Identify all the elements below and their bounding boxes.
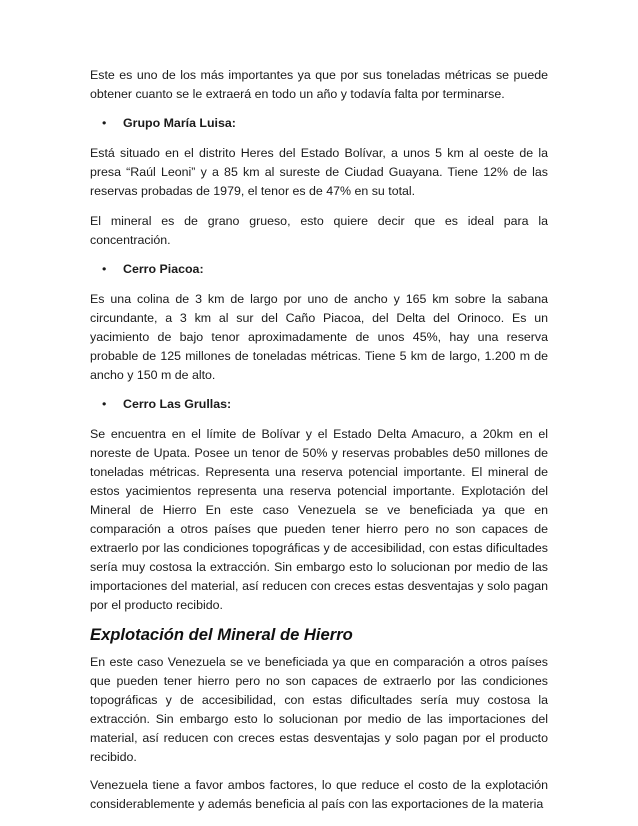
section-heading: Explotación del Mineral de Hierro: [90, 625, 353, 644]
bullet-grupo-maria-luisa: [90, 113, 548, 133]
paragraph-maria-luisa: Está situado en el distrito Heres del Estado Bolívar, a unos 5 km al oeste de la presa “Raúl Leoni” y a 85 km al sureste de Ciudad Guayana. Tiene 12% de las reservas probadas de 1979, el tenor es de 47% en su total.: [90, 146, 548, 198]
paragraph-las-grullas: Se encuentra en el límite de Bolívar y el Estado Delta Amacuro, a 20km en el noreste de Upata. Posee un tenor de 50% y reservas probables de50 millones de toneladas métricas. Representa una reserva potencial importante. El mineral de estos yacimientos representa una reserva potencial importante. Explotación del Mineral de Hierro En este caso Venezuela se ve beneficiada ya que en comparación a otros países que pueden tener hierro pero no son capaces de extraerlo por las condiciones topográficas y de accesibilidad, con estas dificultades sería muy costosa la extracción. Sin embargo esto lo solucionan por medio de las importaciones del material, así reducen con creces estas desventajas y solo pagan por el producto recibido.: [90, 427, 548, 612]
bullet-cerro-las-grullas: [90, 394, 548, 414]
bullet-cerro-piacoa: [90, 259, 548, 279]
bullet-label: Grupo María Luisa:: [123, 116, 236, 130]
paragraph-intro: Este es uno de los más importantes ya que por sus toneladas métricas se puede obtener cuanto se le extraerá en todo un año y todavía falta por terminarse.: [90, 68, 548, 101]
bullet-label: Cerro Las Grullas:: [123, 397, 232, 411]
paragraph-piacoa: Es una colina de 3 km de largo por uno de ancho y 165 km sobre la sabana circundante, a 3 km al sur del Caño Piacoa, del Delta del Orinoco. Es un yacimiento de bajo tenor aproximadamente de unos 45%, hay una reserva probable de 125 millones de toneladas métricas. Tiene 5 km de largo, 1.200 m de ancho y 150 m de alto.: [90, 292, 548, 382]
paragraph-factores: Venezuela tiene a favor ambos factores, lo que reduce el costo de la explotación considerablemente y además beneficia al país con las exportaciones de la materia: [90, 778, 548, 811]
bullet-label: Cerro Piacoa:: [123, 262, 204, 276]
bullet-icon: •: [102, 397, 107, 411]
bullet-icon: •: [102, 262, 107, 276]
paragraph-mineral: El mineral es de grano grueso, esto quiere decir que es ideal para la concentración.: [90, 214, 548, 247]
paragraph-explotacion: En este caso Venezuela se ve beneficiada ya que en comparación a otros países que pueden tener hierro pero no son capaces de extraerlo por las condiciones topográficas y de accesibilidad, con estas dificultades sería muy costosa la extracción. Sin embargo esto lo solucionan por medio de las importaciones del material, así reducen con creces estas desventajas y solo pagan por el producto recibido.: [90, 655, 548, 764]
bullet-icon: •: [102, 116, 107, 130]
